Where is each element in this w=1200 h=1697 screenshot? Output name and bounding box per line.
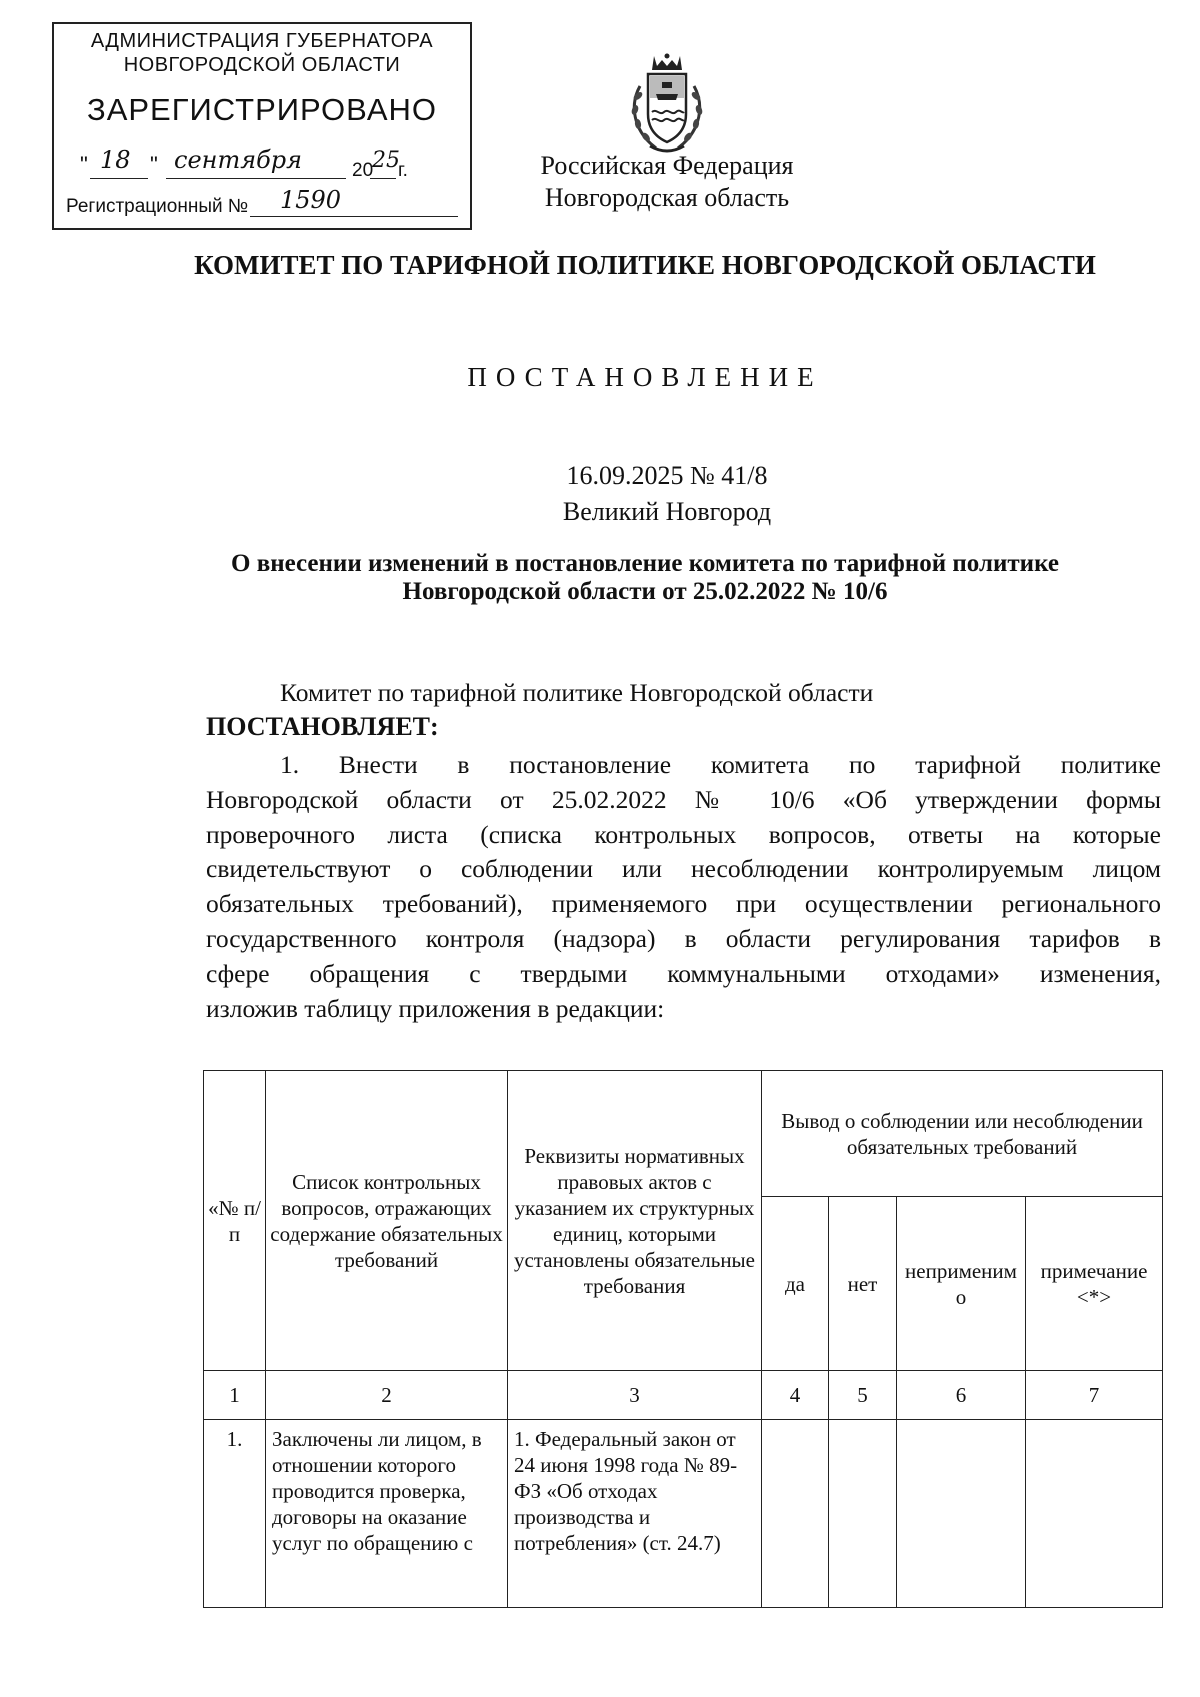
- column-number: 1: [204, 1371, 266, 1420]
- column-number: 3: [508, 1371, 762, 1420]
- header-conclusion: Вывод о соблюдении или несоблюдении обязательных требований: [762, 1071, 1163, 1197]
- paragraph-line: обязательных требований), применяемого при осуществлении регионального: [206, 889, 1161, 919]
- stamp-org-line2: НОВГОРОДСКОЙ ОБЛАСТИ: [123, 54, 401, 76]
- paragraph-line: 1. Внести в постановление комитета по тарифной политике: [280, 750, 1161, 779]
- subject-line-2: Новгородской области от 25.02.2022 № 10/6: [402, 578, 888, 605]
- subject-line-1: О внесении изменений в постановление комитета по тарифной политике: [231, 550, 1059, 577]
- date-number: 16.09.2025 № 41/8: [566, 461, 768, 490]
- requirements-table: [203, 1070, 1163, 1608]
- city-name: Великий Новгород: [562, 497, 772, 526]
- row-na-cell: [897, 1420, 1026, 1608]
- stamp-year-prefix: 20: [352, 160, 374, 181]
- stamp-year-unit: г.: [398, 160, 408, 181]
- row-num: 1.: [204, 1420, 266, 1608]
- document-type: ПОСТАНОВЛЕНИЕ: [467, 362, 823, 392]
- stamp-month: сентября: [174, 146, 303, 174]
- novgorod-coat-of-arms-icon: [626, 52, 708, 156]
- row-yes-cell: [762, 1420, 829, 1608]
- region-name: Новгородская область: [544, 183, 790, 212]
- column-number: 6: [897, 1371, 1026, 1420]
- stamp-reg-line: [250, 216, 458, 217]
- header-num: «№ п/п: [204, 1071, 266, 1371]
- stamp-year-line: [370, 178, 396, 179]
- stamp-quote-open: ": [80, 152, 88, 177]
- header-note: примечание <*>: [1026, 1197, 1163, 1371]
- header-questions: Список контрольных вопросов, отражающих содержание обязательных требований: [266, 1071, 508, 1371]
- header-no: нет: [829, 1197, 897, 1371]
- stamp-reg-number: 1590: [280, 186, 342, 214]
- stamp-quote-close: ": [150, 152, 158, 177]
- row-note-cell: [1026, 1420, 1163, 1608]
- column-number: 7: [1026, 1371, 1163, 1420]
- paragraph-1: [206, 748, 1161, 1026]
- row-question: Заключены ли лицом, в отношении которого проводится проверка, договоры на оказание услуг по обращению с: [266, 1420, 508, 1608]
- paragraph-line: Новгородской области от 25.02.2022 № 10/6 «Об утверждении формы: [206, 784, 1161, 814]
- document-subject: [100, 550, 1190, 606]
- paragraph-line: изложив таблицу приложения в редакции:: [206, 993, 665, 1023]
- row-act: 1. Федеральный закон от 24 июня 1998 года № 89-ФЗ «Об отходах производства и потребления» (ст. 24.7): [508, 1420, 762, 1608]
- paragraph-line: проверочного листа (списка контрольных вопросов, ответы на которые: [206, 819, 1161, 849]
- table-header-row: [204, 1071, 1163, 1197]
- intro-text: Комитет по тарифной политике Новгородской области: [280, 678, 874, 707]
- committee-name: [100, 246, 1190, 284]
- row-no-cell: [829, 1420, 897, 1608]
- stamp-org-line1: АДМИНИСТРАЦИЯ ГУБЕРНАТОРА: [90, 30, 434, 52]
- stamp-reg-label: Регистрационный №: [66, 196, 249, 217]
- stamp-month-line: [166, 178, 346, 179]
- column-number: 4: [762, 1371, 829, 1420]
- header-na: неприменимо: [897, 1197, 1026, 1371]
- country-name: Российская Федерация: [540, 151, 794, 180]
- column-number: 2: [266, 1371, 508, 1420]
- header-yes: да: [762, 1197, 829, 1371]
- column-number: 5: [829, 1371, 897, 1420]
- header-acts: Реквизиты нормативных правовых актов с указанием их структурных единиц, которыми установлены обязательные требования: [508, 1071, 762, 1371]
- paragraph-line: сфере обращения с твердыми коммунальными отходами» изменения,: [206, 958, 1161, 988]
- stamp-day: 18: [100, 146, 131, 174]
- column-numbers-row: [204, 1371, 1163, 1420]
- date-block: [400, 458, 934, 530]
- decree-heading: ПОСТАНОВЛЯЕТ:: [206, 712, 439, 741]
- stamp-day-line: [90, 178, 148, 179]
- stamp-registered: ЗАРЕГИСТРИРОВАНО: [86, 92, 437, 127]
- paragraph-line: государственного контроля (надзора) в области регулирования тарифов в: [206, 923, 1161, 953]
- paragraph-line: свидетельствуют о соблюдении или несоблюдении контролируемым лицом: [206, 854, 1161, 884]
- stamp-year-suffix: 25: [372, 148, 400, 173]
- header-region-block: [400, 150, 934, 214]
- table-row: [204, 1420, 1163, 1608]
- committee-title: КОМИТЕТ ПО ТАРИФНОЙ ПОЛИТИКЕ НОВГОРОДСКОЙ ОБЛАСТИ: [194, 250, 1096, 280]
